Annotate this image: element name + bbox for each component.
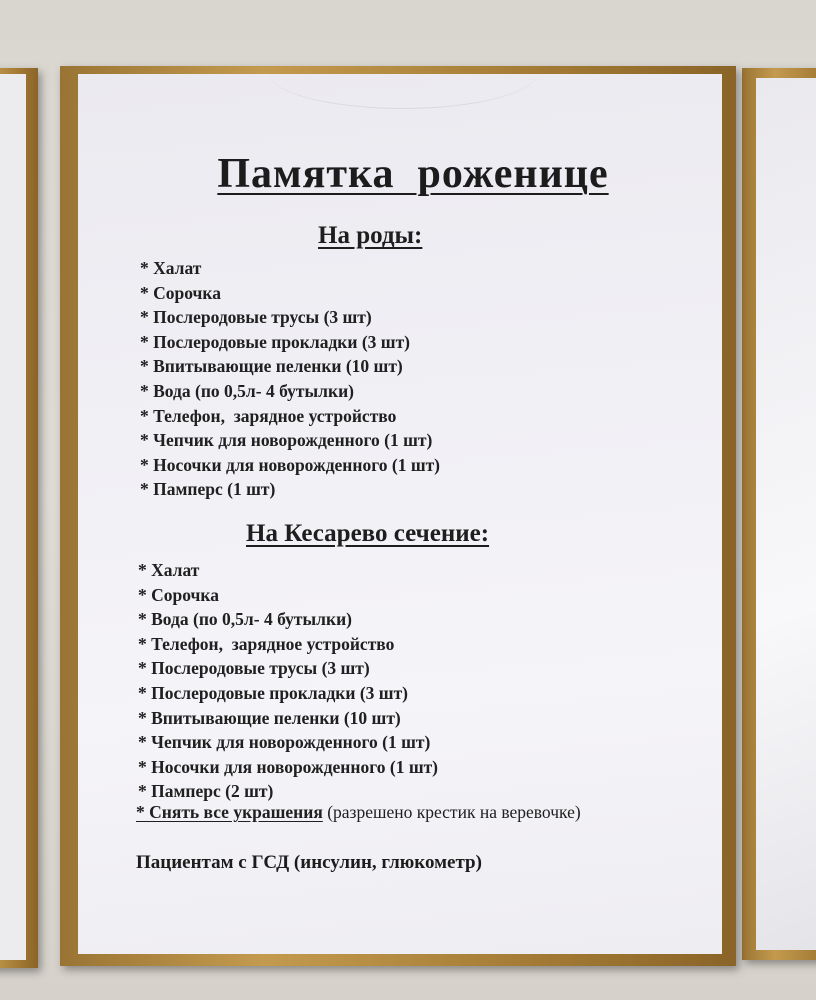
list-item: * Халат xyxy=(138,560,200,580)
left-neighbor-paper xyxy=(0,74,26,960)
list-item: * Вода (по 0,5л- 4 бутылки) xyxy=(140,380,354,401)
list-item: * Послеродовые трусы (3 шт) xyxy=(140,307,372,328)
list-item: * Телефон, зарядное устройство xyxy=(140,405,397,426)
list-item: * Послеродовые прокладки (3 шт) xyxy=(140,331,411,352)
jewelry-note-detail: (разрешено крестик на веревочке) xyxy=(322,802,581,822)
left-neighbor-frame xyxy=(0,68,38,968)
birth-items-list xyxy=(140,256,440,502)
pocket-cutout xyxy=(268,72,538,109)
gsd-patients-note: Пациентам с ГСД (инсулин, глюкометр) xyxy=(136,852,482,873)
list-item: * Послеродовые прокладки (3 шт) xyxy=(138,682,409,703)
list-item: * Послеродовые трусы (3 шт) xyxy=(138,658,370,679)
list-item: * Носочки для новорожденного (1 шт) xyxy=(140,454,441,475)
list-item: * Чепчик для новорожденного (1 шт) xyxy=(138,732,431,753)
list-item: * Телефон, зарядное устройство xyxy=(138,633,395,654)
birth-section-heading: На роды: xyxy=(318,222,423,249)
list-item: * Халат xyxy=(140,258,202,278)
list-item: * Впитывающие пеленки (10 шт) xyxy=(138,707,401,728)
right-neighbor-frame xyxy=(742,68,816,960)
cesarean-section-heading: На Кесарево сечение: xyxy=(246,520,490,547)
list-item: * Памперс (2 шт) xyxy=(138,781,274,802)
list-item: * Носочки для новорожденного (1 шт) xyxy=(138,756,439,777)
list-item: * Сорочка xyxy=(140,282,221,303)
cesarean-items-list xyxy=(138,558,438,804)
right-neighbor-paper xyxy=(756,78,816,950)
list-item: * Памперс (1 шт) xyxy=(140,479,276,500)
notice-title: Памятка роженице xyxy=(217,151,609,197)
list-item: * Впитывающие пеленки (10 шт) xyxy=(140,356,403,377)
list-item: * Вода (по 0,5л- 4 бутылки) xyxy=(138,609,352,630)
jewelry-note xyxy=(136,800,616,825)
notice-sheet xyxy=(78,74,722,954)
jewelry-note-emphasis: * Снять все украшения xyxy=(136,802,323,822)
list-item: * Чепчик для новорожденного (1 шт) xyxy=(140,430,433,451)
notice-frame xyxy=(60,66,736,966)
list-item: * Сорочка xyxy=(138,584,219,605)
